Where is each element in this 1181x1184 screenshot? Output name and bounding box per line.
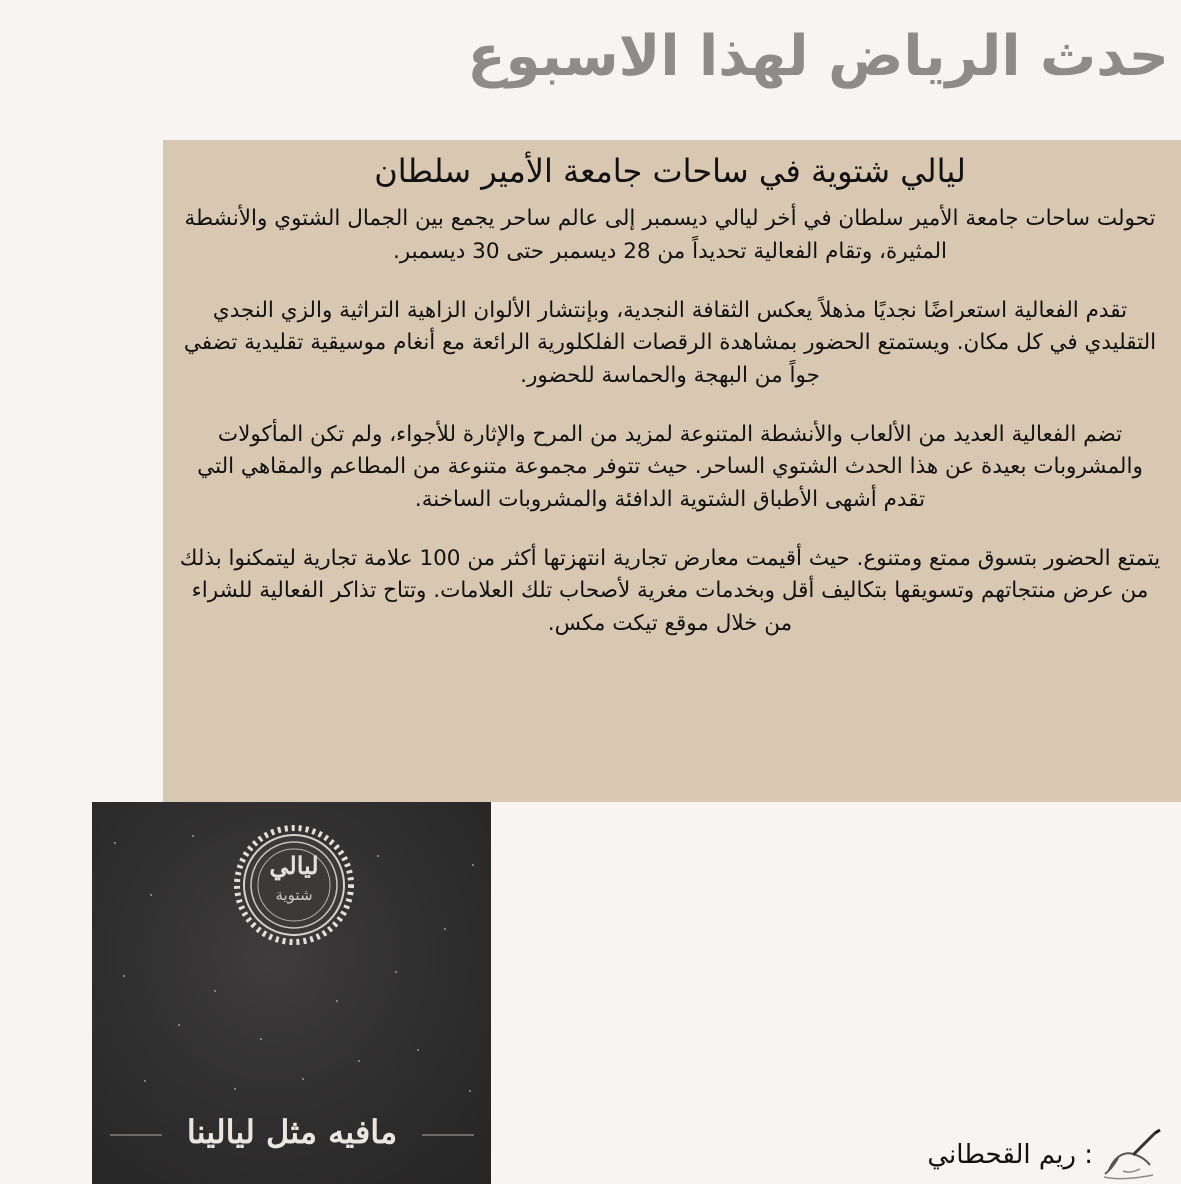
poster-logo-subtitle: شتوية — [275, 886, 313, 904]
poster-star — [336, 1000, 338, 1002]
poster-star — [469, 1090, 471, 1092]
poster-star — [178, 1024, 180, 1026]
poster-logo-title: ليالي — [269, 851, 319, 880]
poster-star — [472, 864, 474, 866]
poster-star — [144, 1080, 146, 1082]
poster-star — [123, 975, 125, 977]
poster-star — [114, 842, 116, 844]
poster-star — [395, 971, 397, 973]
poster-divider-right — [422, 1134, 474, 1136]
author-name: : ريم القحطاني — [927, 1140, 1093, 1170]
article-paragraph-3: تضم الفعالية العديد من الألعاب والأنشطة المتنوعة لمزيد من المرح والإثارة للأجواء، ولم تكن المأكولات والمشروبات بعيدة عن هذا الحدث الشتوي الساحر. حيث تتوفر مجموعة متنوعة من المطاعم والمقاهي التي تقدم أشهى الأطباق الشتوية الدافئة والمشروبات الساخنة. — [197, 421, 1143, 512]
poster-star — [444, 928, 446, 930]
ornamental-seal-icon — [231, 822, 357, 948]
author-credit — [927, 1126, 1163, 1184]
article-paragraph-2: تقدم الفعالية استعراضًا نجديًا مذهلاً يعكس الثقافة النجدية، وبإنتشار الألوان الزاهية التراثية والزي النجدي التقليدي في كل مكان. ويستمتع الحضور بمشاهدة الرقصات الفلكلورية الرائعة مع أنغام موسيقية تقليدية تضفي جواً من البهجة والحماسة للحضور. — [183, 297, 1157, 388]
article-paragraph-1: تحولت ساحات جامعة الأمير سلطان في أخر ليالي ديسمبر إلى عالم ساحر يجمع بين الجمال الشتوي والأنشطة المثيرة، وتقام الفعالية تحديداً من 28 ديسمبر حتى 30 ديسمبر. — [184, 206, 1156, 264]
page-title: حدث الرياض لهذا الاسبوع — [467, 24, 1169, 89]
poster-star — [358, 1060, 360, 1062]
poster-star — [260, 1038, 262, 1040]
article-headline: ليالي شتوية في ساحات جامعة الأمير سلطان — [374, 152, 966, 190]
poster-star — [192, 835, 194, 837]
poster-divider-left — [110, 1134, 162, 1136]
poster-star — [302, 1078, 304, 1080]
poster-star — [377, 855, 379, 857]
poster-star — [214, 990, 216, 992]
poster-star — [417, 1049, 419, 1051]
poster-slogan: مافيه مثل ليالينا — [186, 1113, 398, 1151]
poster-star — [150, 894, 152, 896]
event-poster-image — [92, 802, 491, 1184]
writing-hand-icon — [1097, 1126, 1163, 1184]
article-paragraph-4: يتمتع الحضور بتسوق ممتع ومتنوع. حيث أقيمت معارض تجارية انتهزتها أكثر من 100 علامة تجارية ليتمكنوا بذلك من عرض منتجاتهم وتسويقها بتكاليف أقل وبخدمات مغرية لأصحاب تلك العلامات. وتتاح تذاكر الفعالية للشراء من خلال موقع تيكت مكس. — [179, 545, 1161, 636]
article-card — [163, 140, 1181, 802]
poster-star — [234, 1088, 236, 1090]
